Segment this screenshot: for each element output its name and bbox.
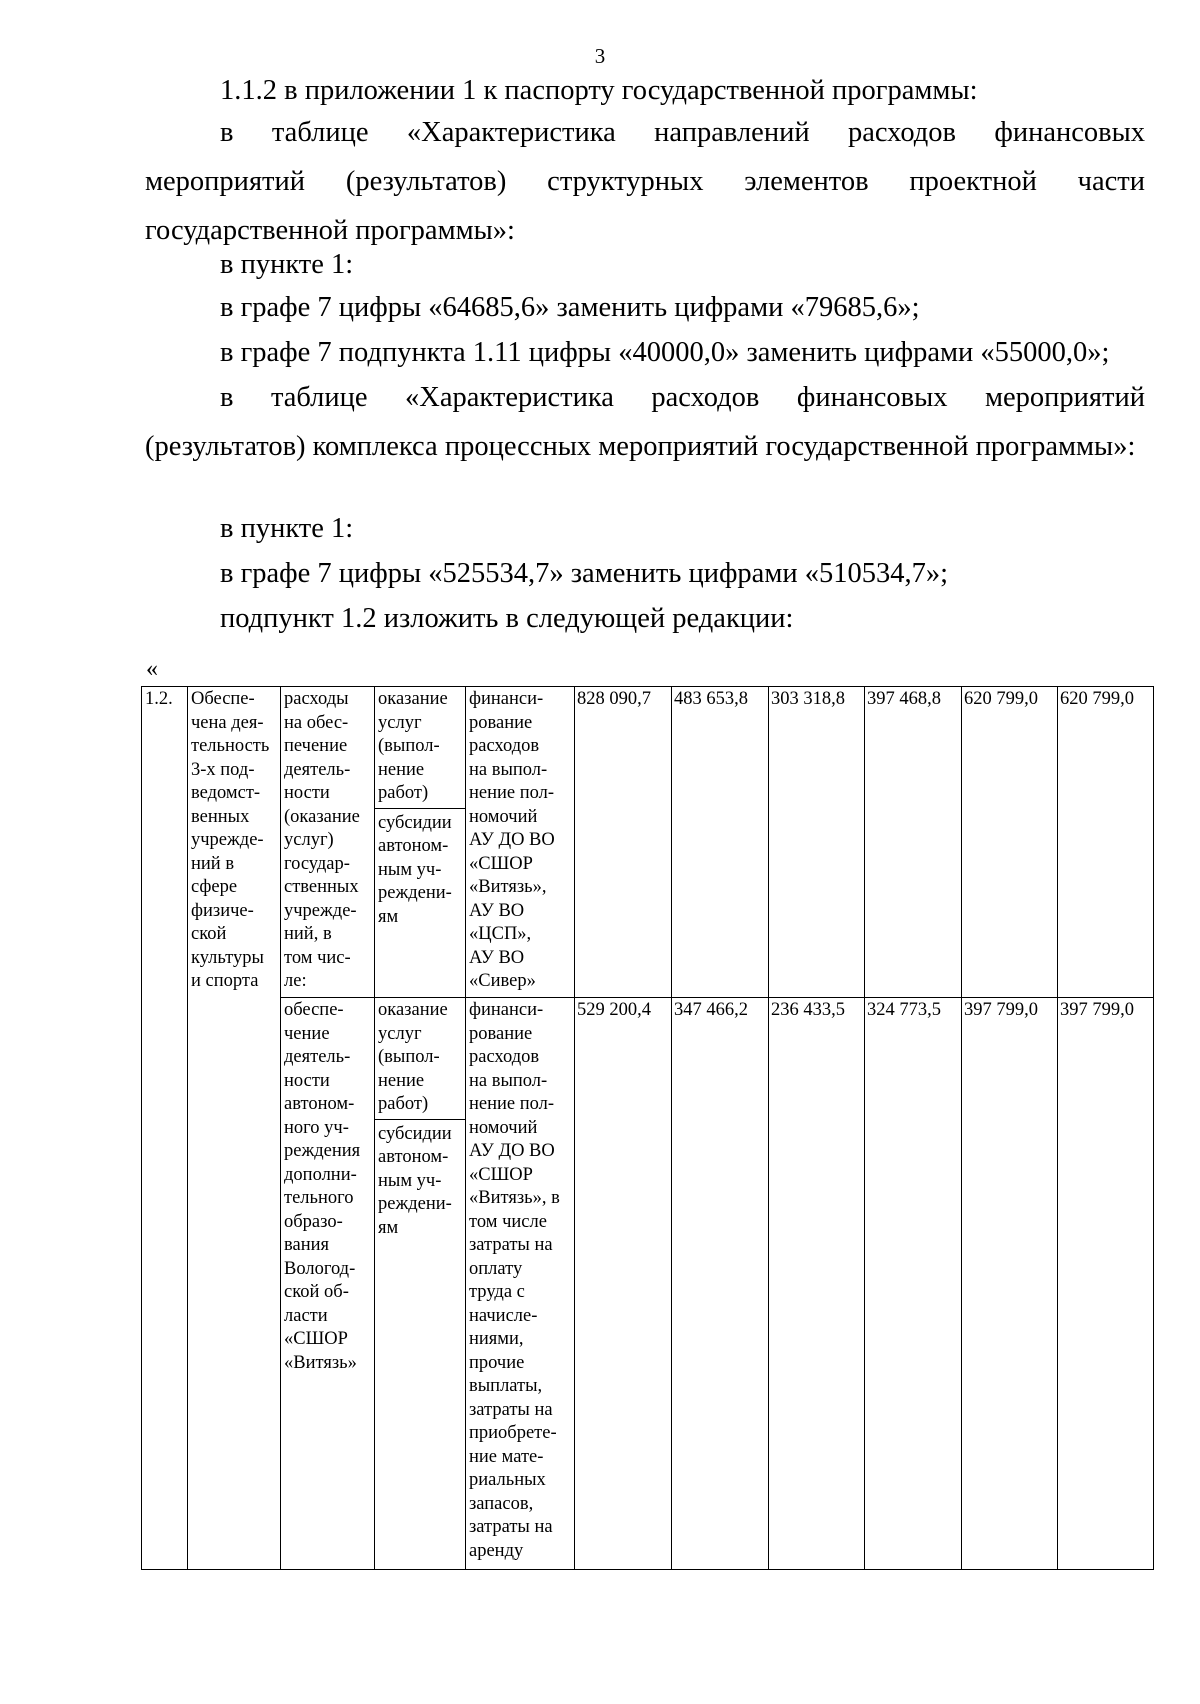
paragraph-8: в графе 7 цифры «525534,7» заменить цифрами «510534,7»; (220, 558, 949, 589)
value-cell: 397 468,8 (865, 687, 962, 998)
value-cell: 324 773,5 (865, 998, 962, 1570)
expense-type-cell (375, 687, 466, 998)
value-cell: 483 653,8 (672, 687, 769, 998)
expenses-table (141, 686, 1154, 1570)
opening-quote: « (146, 656, 158, 682)
direction-cell: расходы на обес- печение деятель- ности (оказание услуг) государ- ственных учрежде- ний, в том чис- ле: (281, 687, 375, 998)
expense-type-services: оказание услуг (выпол- нение работ) (375, 688, 465, 809)
value-cell: 620 799,0 (1058, 687, 1154, 998)
paragraph-2: в таблице «Характеристика направлений расходов финансовых мероприятий (результатов) структурных элементов проектной части государственной программы»: (145, 117, 1145, 246)
value-cell: 620 799,0 (962, 687, 1058, 998)
direction-cell: обеспе- чение деятель- ности автоном- ного уч- реждения дополни- тельного образо- вания Вологод- ской об- ласти «СШОР «Витязь» (281, 998, 375, 1570)
paragraph-9: подпункт 1.2 изложить в следующей редакции: (220, 603, 794, 634)
expense-type-subsidies: субсидии автоном- ным уч- реждени- ям (378, 812, 452, 927)
paragraph-1: 1.1.2 в приложении 1 к паспорту государственной программы: (220, 75, 978, 106)
page-number: 3 (594, 44, 606, 68)
table-row (142, 687, 1154, 998)
value-cell: 397 799,0 (962, 998, 1058, 1570)
result-cell: Обеспе- чена дея- тельность 3-х под- ведомст- венных учрежде- ний в сфере физиче- ской культуры и спорта (188, 687, 281, 1570)
value-cell: 347 466,2 (672, 998, 769, 1570)
value-cell: 397 799,0 (1058, 998, 1154, 1570)
expense-type-services: оказание услуг (выпол- нение работ) (375, 999, 465, 1120)
item-number-cell: 1.2. (142, 687, 188, 1570)
paragraph-3: в пункте 1: (220, 249, 354, 280)
description-cell: финанси- рование расходов на выпол- нение пол- номочий АУ ДО ВО «СШОР «Витязь», в том числе затраты на оплату труда с начисле- ниями, прочие выплаты, затраты на приобрете- ние мате- риальных запасов, затраты на аренду (466, 998, 575, 1570)
value-cell: 529 200,4 (575, 998, 672, 1570)
value-cell: 828 090,7 (575, 687, 672, 998)
expense-type-subsidies: субсидии автоном- ным уч- реждени- ям (378, 1123, 452, 1238)
expense-type-cell (375, 998, 466, 1570)
paragraph-7: в пункте 1: (220, 513, 354, 544)
paragraph-4: в графе 7 цифры «64685,6» заменить цифрами «79685,6»; (220, 292, 920, 323)
value-cell: 236 433,5 (769, 998, 865, 1570)
description-cell: финанси- рование расходов на выпол- нение пол- номочий АУ ДО ВО «СШОР «Витязь», АУ ВО «ЦСП», АУ ВО «Сивер» (466, 687, 575, 998)
paragraph-5: в графе 7 подпункта 1.11 цифры «40000,0» заменить цифрами «55000,0»; (220, 337, 1110, 368)
value-cell: 303 318,8 (769, 687, 865, 998)
paragraph-6: в таблице «Характеристика расходов финансовых мероприятий (результатов) комплекса процессных мероприятий государственной программы»: (145, 382, 1145, 462)
table-row (142, 998, 1154, 1570)
